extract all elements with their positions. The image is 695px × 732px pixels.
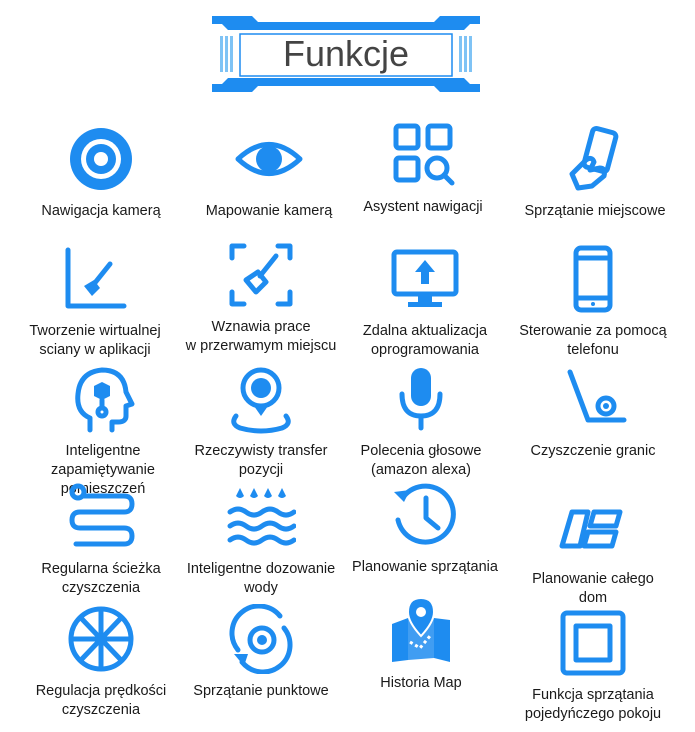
feature-label: Rzeczywisty transfer pozycji (194, 443, 328, 478)
feature-label: Planowanie sprzątania (352, 559, 498, 575)
header-banner (212, 14, 480, 94)
floor-plan-icon (558, 492, 628, 562)
feature-label: Sterowanie za pomocą telefonu (519, 323, 667, 358)
feature-label: Sprzątanie miejscowe (524, 203, 666, 219)
feature-label: Nawigacja kamerą (41, 203, 161, 219)
feature-eye-mapping (182, 124, 356, 221)
feature-single-room (506, 608, 680, 724)
feature-label: Inteligentne dozowanie wody (186, 561, 336, 596)
feature-label: Regularna ścieżka czyszczenia (41, 561, 161, 596)
page-title: Funkcje (282, 33, 410, 74)
eye-mapping-icon (234, 124, 304, 194)
monitor-upload-icon (390, 244, 460, 314)
broom-frame-icon (226, 240, 296, 310)
feature-label: Czyszczenie granic (530, 443, 656, 459)
feature-water-drops (174, 482, 348, 598)
edge-cleaning-icon (558, 364, 628, 434)
map-pin-icon (386, 596, 456, 666)
head-brain-icon (68, 364, 138, 434)
feature-label: Sprzątanie punktowe (193, 683, 329, 699)
broom-corner-icon (60, 244, 130, 314)
feature-speed-wheel (14, 604, 188, 720)
feature-label: Asystent nawigacji (363, 199, 483, 215)
speed-wheel-icon (66, 604, 136, 674)
clock-history-icon (390, 480, 460, 550)
grid-search-icon (388, 120, 458, 190)
feature-spot-cleaning (174, 604, 348, 701)
feature-grid-search (336, 120, 510, 217)
zigzag-path-icon (66, 482, 136, 552)
feature-label: Funkcja sprzątania pojedyńczego pokoju (524, 687, 662, 722)
feature-floor-plan (506, 492, 680, 608)
feature-label: Planowanie całego dom (532, 571, 654, 606)
hand-phone-icon (560, 124, 630, 194)
feature-map-pin (334, 596, 508, 693)
feature-label: Polecenia głosowe (amazon alexa) (360, 443, 482, 478)
feature-label: Historia Map (380, 675, 462, 691)
feature-label: Mapowanie kamerą (205, 203, 333, 219)
feature-zigzag-path (14, 482, 188, 598)
feature-clock-history (338, 480, 512, 577)
single-room-icon (558, 608, 628, 678)
microphone-icon (386, 364, 456, 434)
spot-cleaning-icon (226, 604, 296, 674)
feature-label: Wznawia prace w przerwamym miejscu (185, 319, 337, 354)
smartphone-icon (558, 244, 628, 314)
feature-broom-corner (8, 244, 182, 360)
feature-label: Zdalna aktualizacja oprogramowania (362, 323, 488, 358)
feature-label: Inteligentne zapamiętywanie pomieszczeń (51, 443, 155, 497)
feature-head-brain (16, 364, 190, 499)
water-drops-icon (226, 482, 296, 552)
feature-camera-navigation (14, 124, 188, 221)
feature-edge-cleaning (506, 364, 680, 461)
feature-broom-frame (174, 240, 348, 356)
feature-label: Tworzenie wirtualnej sciany w aplikacji (29, 323, 161, 358)
location-pin-icon (226, 364, 296, 434)
camera-navigation-icon (66, 124, 136, 194)
feature-location-pin (174, 364, 348, 480)
feature-smartphone (506, 244, 680, 360)
feature-label: Regulacja prędkości czyszczenia (35, 683, 167, 718)
feature-monitor-upload (338, 244, 512, 360)
feature-microphone (334, 364, 508, 480)
feature-hand-phone (508, 124, 682, 221)
